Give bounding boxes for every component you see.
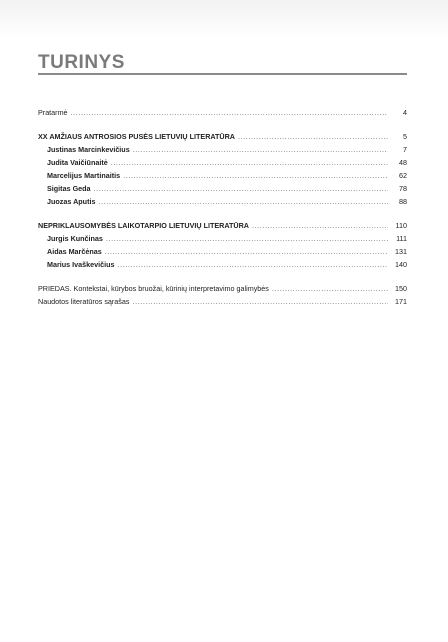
toc-gap xyxy=(38,271,407,282)
toc-page-number: 4 xyxy=(403,108,407,117)
toc-entry-label: Marcelijus Martinaitis xyxy=(47,171,121,180)
toc-entry-label: Marius Ivaškevičius xyxy=(47,260,115,269)
toc-chapter-entry[interactable] xyxy=(38,245,407,258)
page-top-shadow xyxy=(0,0,448,40)
toc-chapter-entry[interactable] xyxy=(38,182,407,195)
page-title: TURINYS xyxy=(38,52,125,73)
title-underline xyxy=(38,73,407,75)
toc-page-number: 88 xyxy=(399,197,407,206)
toc-entry-label: PRIEDAS. Kontekstai, kūrybos bruožai, kūrinių interpretavimo galimybės xyxy=(38,284,269,293)
toc-entry-label: Jurgis Kunčinas xyxy=(47,234,103,243)
toc-page-number: 150 xyxy=(395,284,407,293)
toc-entry-label: NEPRIKLAUSOMYBĖS LAIKOTARPIO LIETUVIŲ LITERATŪRA xyxy=(38,221,249,230)
toc-leader-dots xyxy=(252,219,388,232)
toc-entry-label: Judita Vaičiūnaitė xyxy=(47,158,108,167)
toc-section-entry[interactable] xyxy=(38,130,407,143)
toc-leader-dots xyxy=(133,143,388,156)
toc-leader-dots xyxy=(111,156,388,169)
toc-entry-label: XX AMŽIAUS ANTROSIOS PUSĖS LIETUVIŲ LITERATŪRA xyxy=(38,132,235,141)
toc-entry-label: Juozas Aputis xyxy=(47,197,96,206)
toc-entry-label: Sigitas Geda xyxy=(47,184,91,193)
toc-chapter-entry[interactable] xyxy=(38,143,407,156)
table-of-contents xyxy=(38,106,407,308)
toc-page-number: 5 xyxy=(403,132,407,141)
toc-page-number: 110 xyxy=(395,221,407,230)
toc-page-number: 171 xyxy=(395,297,407,306)
toc-leader-dots xyxy=(71,106,388,119)
toc-chapter-entry[interactable] xyxy=(38,156,407,169)
toc-chapter-entry[interactable] xyxy=(38,258,407,271)
toc-leader-dots xyxy=(106,232,388,245)
toc-leader-dots xyxy=(118,258,388,271)
toc-section-entry[interactable] xyxy=(38,219,407,232)
toc-gap xyxy=(38,208,407,219)
toc-entry[interactable] xyxy=(38,295,407,308)
toc-leader-dots xyxy=(133,295,389,308)
toc-leader-dots xyxy=(94,182,388,195)
toc-chapter-entry[interactable] xyxy=(38,169,407,182)
toc-gap xyxy=(38,119,407,130)
toc-entry-label: Justinas Marcinkevičius xyxy=(47,145,130,154)
toc-page-number: 62 xyxy=(399,171,407,180)
toc-leader-dots xyxy=(123,169,388,182)
toc-entry-label: Aidas Marčėnas xyxy=(47,247,102,256)
toc-chapter-entry[interactable] xyxy=(38,232,407,245)
toc-leader-dots xyxy=(238,130,388,143)
toc-entry[interactable] xyxy=(38,106,407,119)
toc-page-number: 131 xyxy=(395,247,407,256)
toc-leader-dots xyxy=(98,195,388,208)
toc-page-number: 140 xyxy=(395,260,407,269)
toc-page-number: 7 xyxy=(403,145,407,154)
toc-leader-dots xyxy=(272,282,388,295)
toc-leader-dots xyxy=(105,245,388,258)
toc-page-number: 111 xyxy=(396,234,407,243)
toc-entry[interactable] xyxy=(38,282,407,295)
toc-entry-label: Pratarmė xyxy=(38,108,68,117)
toc-chapter-entry[interactable] xyxy=(38,195,407,208)
toc-page-number: 78 xyxy=(399,184,407,193)
toc-entry-label: Naudotos literatūros sąrašas xyxy=(38,297,130,306)
toc-page-number: 48 xyxy=(399,158,407,167)
